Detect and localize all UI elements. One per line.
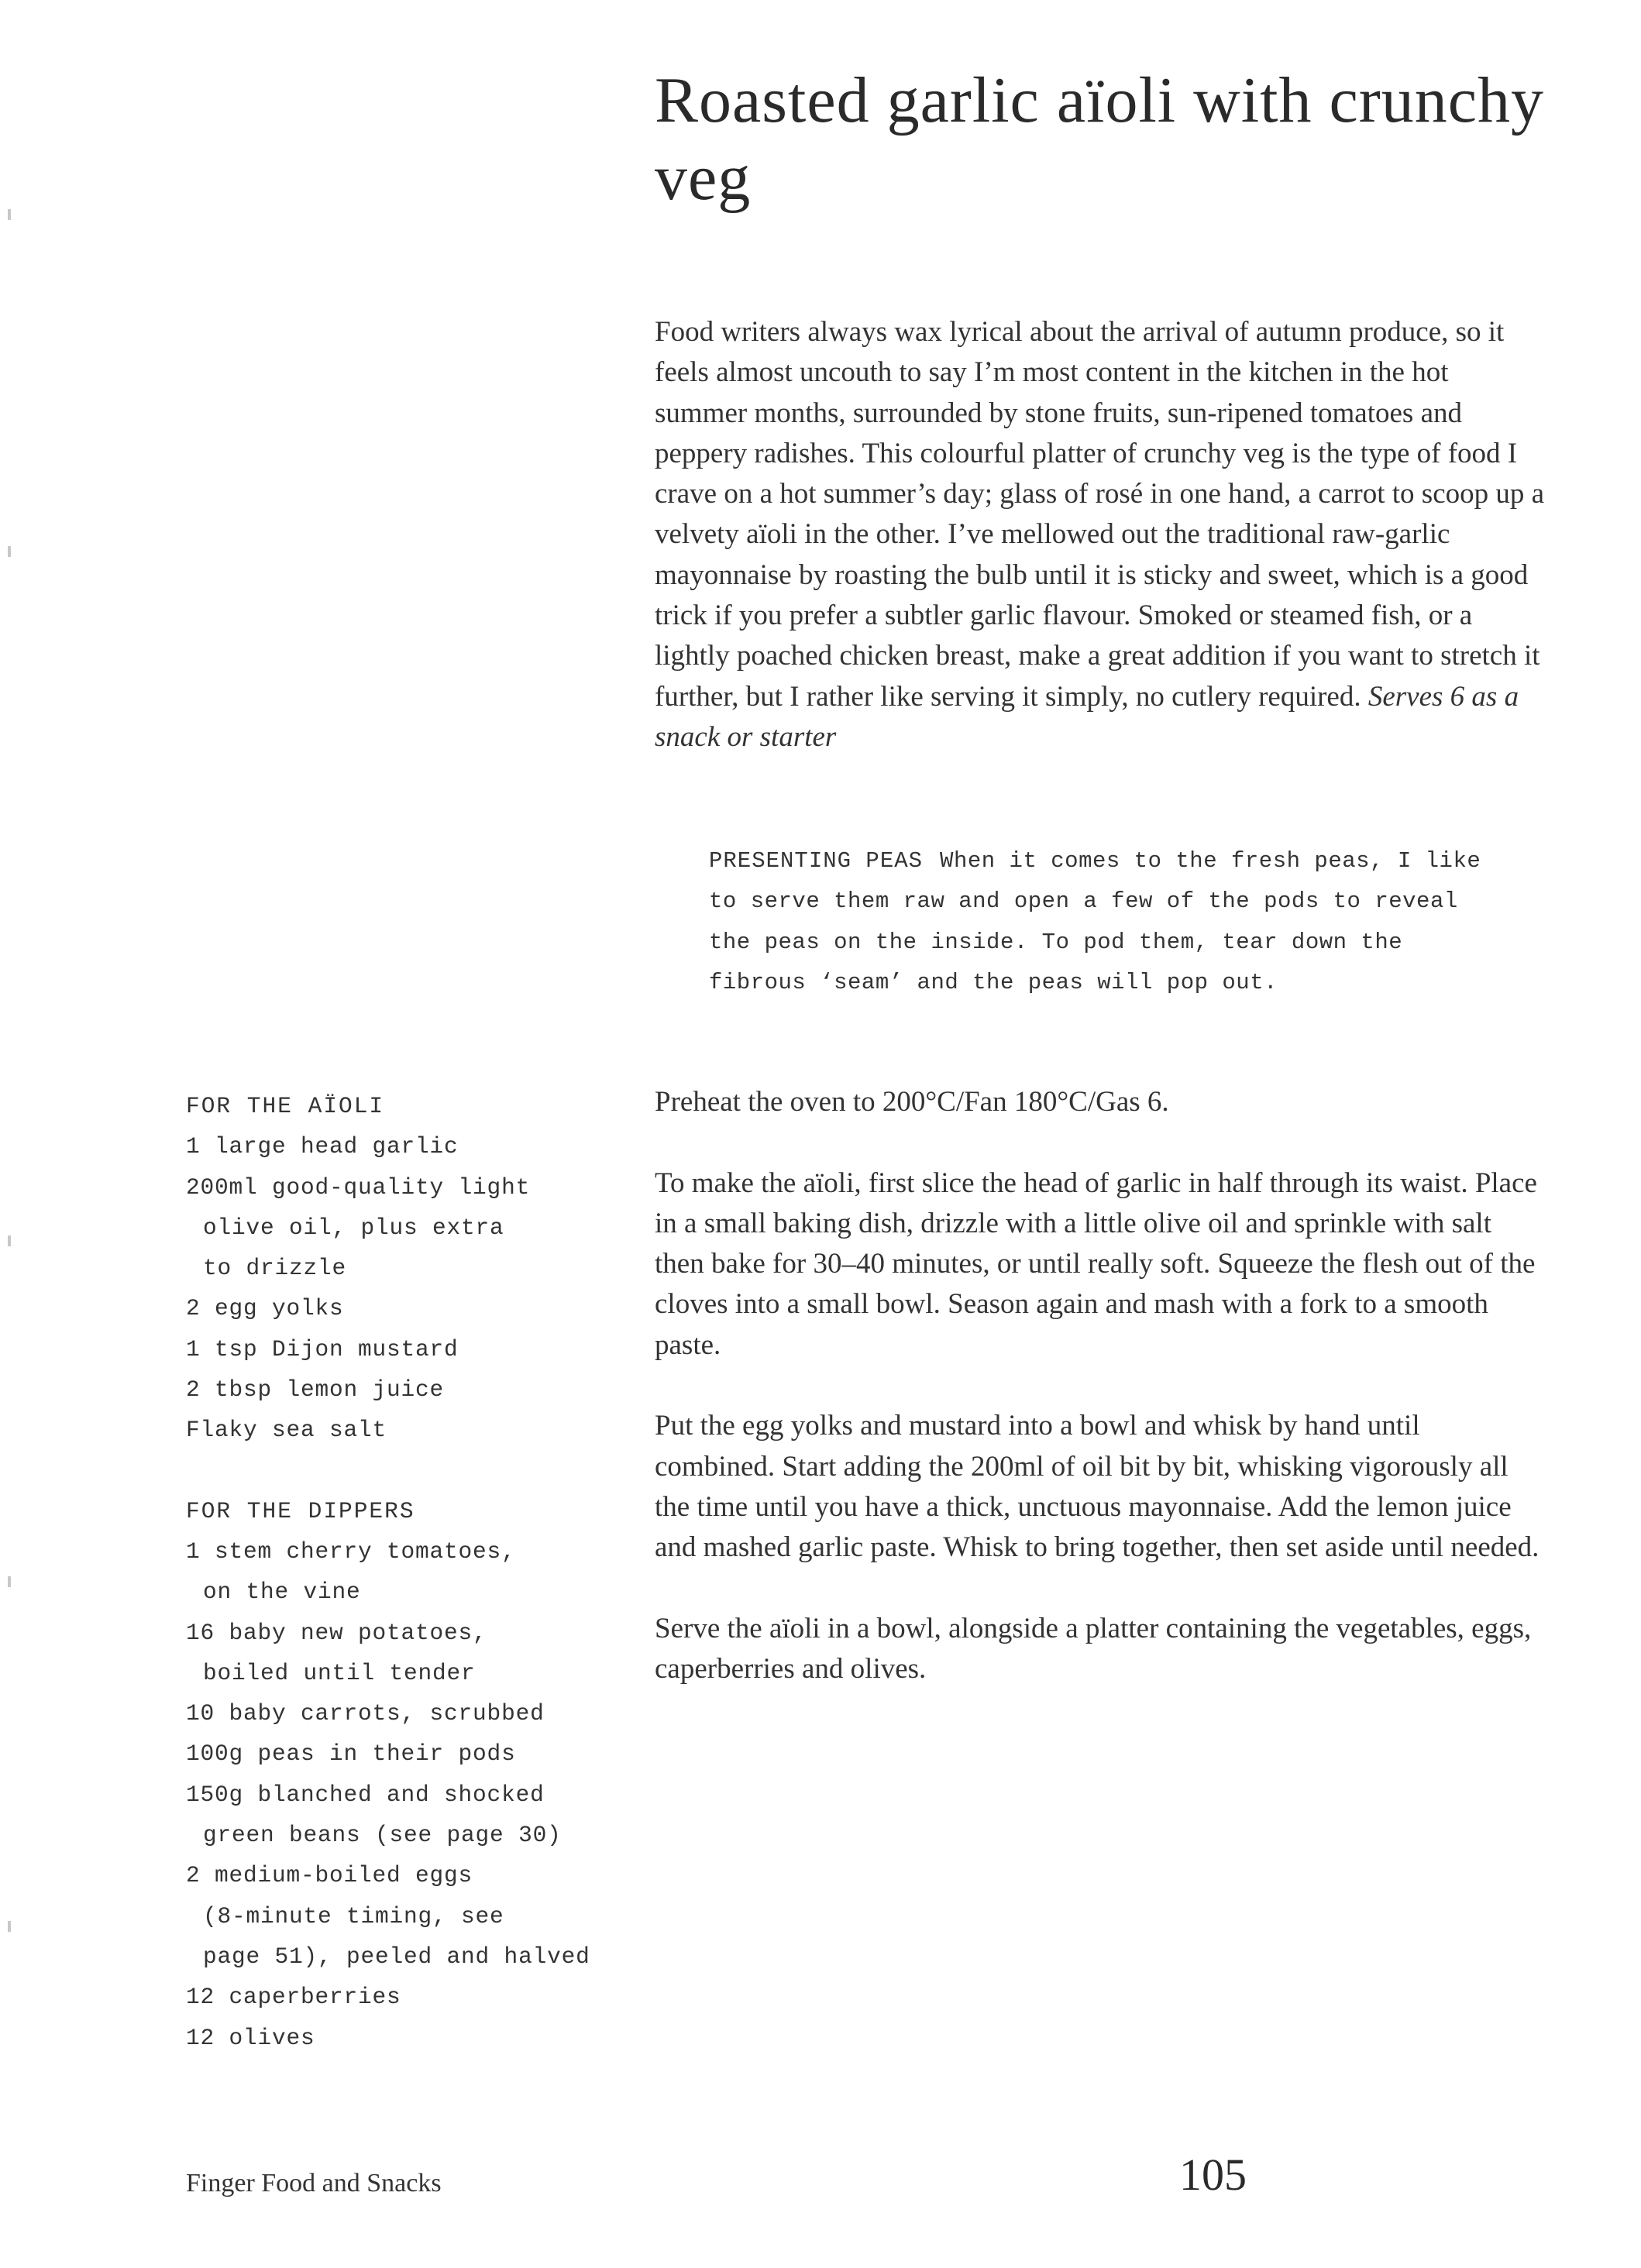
ingredients-list bbox=[186, 1086, 620, 2098]
ingredient-item bbox=[186, 1288, 620, 1328]
ingredient-item bbox=[186, 1531, 620, 1613]
method-step: Put the egg yolks and mustard into a bowl and whisk by hand until combined. Start adding the 200ml of oil bit by bit, whisking vigorously all the time until you have a thick, unctuous mayonnaise. Add the lemon juice and mashed garlic paste. Whisk to bring together, then set aside until needed. bbox=[655, 1410, 1540, 1564]
ingredient-line: on the vine bbox=[203, 1579, 361, 1606]
ingredient-line: 200ml good-quality light bbox=[186, 1174, 531, 1201]
ingredient-line: 12 olives bbox=[186, 2024, 315, 2051]
method-step: To make the aïoli, first slice the head of garlic in half through its waist. Place in a small baking dish, drizzle with a little olive oil and sprinkle with salt then bake for 30–40 minutes, or until really soft. Squeeze the flesh out of the cloves into a small bowl. Season again and mash with a fork to a smooth paste. bbox=[655, 1167, 1537, 1361]
method-steps bbox=[655, 1082, 1546, 1730]
ingredient-line: page 51), peeled and halved bbox=[203, 1943, 590, 1970]
ingredient-line: 1 tsp Dijon mustard bbox=[186, 1335, 459, 1363]
serves-note: Serves 6 as a snack or starter bbox=[655, 680, 1519, 753]
ingredient-line: boiled until tender bbox=[203, 1659, 476, 1686]
scan-artifact bbox=[8, 1576, 11, 1587]
recipe-title: Roasted garlic aïoli with crunchy veg bbox=[655, 64, 1545, 214]
ingredient-group bbox=[186, 1491, 620, 2058]
recipe-intro bbox=[655, 312, 1546, 758]
ingredient-item bbox=[186, 1369, 620, 1410]
ingredient-item bbox=[186, 1410, 620, 1450]
ingredient-item bbox=[186, 1167, 620, 1289]
ingredient-line: olive oil, plus extra bbox=[203, 1214, 504, 1241]
ingredient-item bbox=[186, 2018, 620, 2058]
method-step: Serve the aïoli in a bowl, alongside a platter containing the vegetables, eggs, caperberries and olives. bbox=[655, 1612, 1532, 1686]
scan-artifact bbox=[8, 1921, 11, 1932]
tip-title: PRESENTING PEAS bbox=[709, 848, 924, 874]
ingredient-item bbox=[186, 1126, 620, 1167]
ingredient-line: (8-minute timing, see bbox=[203, 1902, 504, 1930]
ingredient-line: 16 baby new potatoes, bbox=[186, 1619, 487, 1646]
ingredient-item bbox=[186, 1693, 620, 1734]
ingredient-line: Flaky sea salt bbox=[186, 1417, 387, 1444]
footer-section-title: Finger Food and Snacks bbox=[186, 2169, 442, 2198]
ingredient-group bbox=[186, 1086, 620, 1451]
ingredient-line: 10 baby carrots, scrubbed bbox=[186, 1700, 545, 1727]
ingredient-item bbox=[186, 1855, 620, 1977]
ingredient-line: 1 large head garlic bbox=[186, 1133, 459, 1160]
scan-artifact bbox=[8, 1235, 11, 1246]
ingredient-line: 100g peas in their pods bbox=[186, 1741, 516, 1768]
method-step: Preheat the oven to 200°C/Fan 180°C/Gas 6. bbox=[655, 1086, 1169, 1118]
ingredient-item bbox=[186, 1775, 620, 1856]
ingredient-line: 150g blanched and shocked bbox=[186, 1781, 545, 1808]
tip-box bbox=[709, 841, 1499, 1003]
intro-text: Food writers always wax lyrical about the arrival of autumn produce, so it feels almost uncouth to say I’m most content in the kitchen in the hot summer months, surrounded by stone fruits, sun-ripened tomatoes and peppery radishes. This colourful platter of crunchy veg is the type of food I crave on a hot summer’s day; glass of rosé in one hand, a carrot to scoop up a velvety aïoli in the other. I’ve mellowed out the traditional raw-garlic mayonnaise by roasting the bulb until it is sticky and sweet, which is a good trick if you prefer a subtler garlic flavour. Smoked or steamed fish, or a lightly poached chicken breast, make a great addition if you want to stretch it further, but I rather like serving it simply, no cutlery required. bbox=[655, 316, 1545, 713]
ingredient-line: 2 tbsp lemon juice bbox=[186, 1376, 445, 1404]
ingredient-line: 2 medium-boiled eggs bbox=[186, 1862, 473, 1889]
ingredient-group-heading: FOR THE DIPPERS bbox=[186, 1497, 415, 1524]
tip-text: When it comes to the fresh peas, I like to serve them raw and open a few of the pods to reveal the peas on the inside. To pod them, tear down the fibrous ‘seam’ and the peas will pop out. bbox=[709, 848, 1481, 995]
scan-artifact bbox=[8, 209, 11, 220]
ingredient-item bbox=[186, 1613, 620, 1694]
page-number: 105 bbox=[1179, 2149, 1247, 2200]
ingredient-line: green beans (see page 30) bbox=[203, 1822, 562, 1849]
ingredient-line: 2 egg yolks bbox=[186, 1295, 344, 1322]
ingredient-item bbox=[186, 1734, 620, 1774]
scan-artifact bbox=[8, 546, 11, 557]
ingredient-group-heading: FOR THE AÏOLI bbox=[186, 1093, 385, 1119]
ingredient-line: to drizzle bbox=[203, 1255, 347, 1282]
ingredient-item bbox=[186, 1977, 620, 2017]
ingredient-line: 1 stem cherry tomatoes, bbox=[186, 1538, 516, 1565]
ingredient-item bbox=[186, 1329, 620, 1369]
ingredient-line: 12 caperberries bbox=[186, 1984, 401, 2011]
